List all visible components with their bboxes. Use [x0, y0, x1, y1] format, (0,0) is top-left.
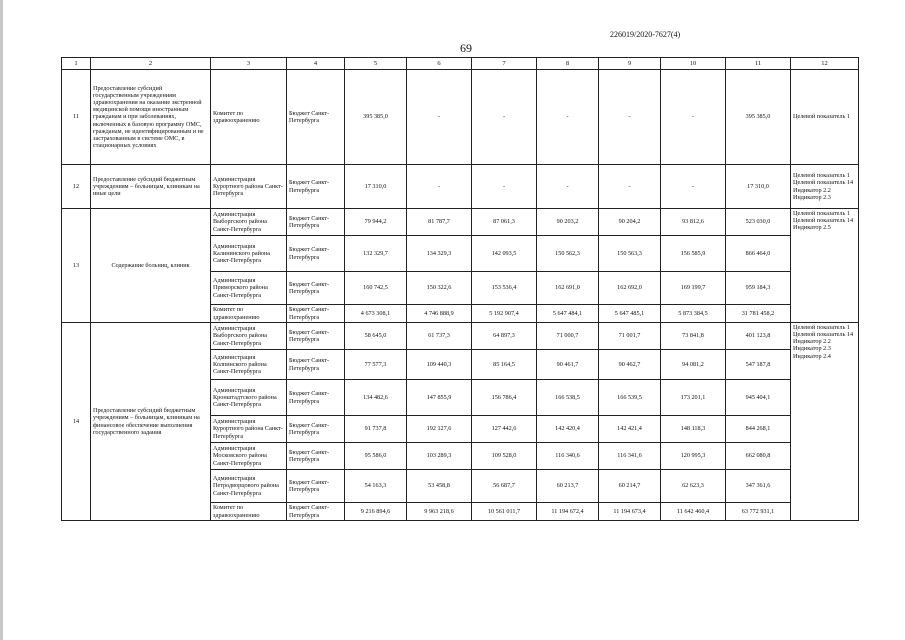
col-header: 12: [791, 58, 859, 70]
value-cell: 62 623,3: [661, 470, 726, 503]
value-cell: 153 536,4: [472, 272, 537, 305]
value-cell: 90 204,2: [599, 209, 661, 236]
executor: Администрация Выборгского района Санкт-Петербурга: [211, 323, 287, 350]
value-cell: 109 440,3: [407, 350, 472, 380]
value-cell: 150 562,3: [537, 236, 599, 272]
table-row: [62, 165, 859, 209]
funding-source: Бюджет Санкт-Петербурга: [287, 380, 345, 416]
value-cell: 10 561 011,7: [472, 503, 537, 521]
executor: Администрация Кронштадтского района Санкт-Петербурга: [211, 380, 287, 416]
value-cell: 90 462,7: [599, 350, 661, 380]
value-cell: 395 385,0: [345, 70, 407, 165]
value-cell: 844 268,1: [726, 416, 791, 443]
col-header: 11: [726, 58, 791, 70]
value-cell: 11 194 673,4: [599, 503, 661, 521]
value-cell: -: [407, 70, 472, 165]
value-cell: -: [472, 70, 537, 165]
value-cell: 116 340,6: [537, 443, 599, 470]
value-cell: 90 461,7: [537, 350, 599, 380]
value-cell: 150 563,3: [599, 236, 661, 272]
col-header: 3: [211, 58, 287, 70]
value-cell: -: [407, 165, 472, 209]
value-cell: 120 995,3: [661, 443, 726, 470]
value-cell: 166 538,5: [537, 380, 599, 416]
value-cell: 56 687,7: [472, 470, 537, 503]
value-cell: 17 310,0: [726, 165, 791, 209]
value-cell: 61 737,3: [407, 323, 472, 350]
funding-source: Бюджет Санкт-Петербурга: [287, 305, 345, 323]
value-cell: 81 787,7: [407, 209, 472, 236]
value-cell: 87 061,3: [472, 209, 537, 236]
funding-source: Бюджет Санкт-Петербурга: [287, 323, 345, 350]
executor: Администрация Приморского района Санкт-Петербурга: [211, 272, 287, 305]
value-cell: 160 742,5: [345, 272, 407, 305]
col-header: 2: [91, 58, 211, 70]
value-cell: 662 080,8: [726, 443, 791, 470]
indicator: Целевой показатель 1 Целевой показатель 14 Индикатор 2.2 Индикатор 2.3 Индикатор 2.4: [791, 323, 859, 521]
value-cell: 148 118,3: [661, 416, 726, 443]
value-cell: 60 214,7: [599, 470, 661, 503]
value-cell: 71 001,7: [599, 323, 661, 350]
activity-name: Предоставление субсидий бюджетным учреждениям – больницам, клиникам на финансовое обеспечение выполнения государственного задания: [91, 323, 211, 521]
col-header: 1: [62, 58, 91, 70]
value-cell: 173 201,1: [661, 380, 726, 416]
value-cell: 132 329,7: [345, 236, 407, 272]
value-cell: 147 855,9: [407, 380, 472, 416]
value-cell: 166 539,5: [599, 380, 661, 416]
value-cell: 134 482,6: [345, 380, 407, 416]
value-cell: 11 194 672,4: [537, 503, 599, 521]
value-cell: 79 944,2: [345, 209, 407, 236]
value-cell: 116 341,6: [599, 443, 661, 470]
col-header: 7: [472, 58, 537, 70]
value-cell: -: [537, 70, 599, 165]
col-header: 4: [287, 58, 345, 70]
activity-name: Предоставление субсидий государственным учреждениям здравоохранения на оказание экстренной медицинской помощи иностранным гражданам и при заболеваниях, включенных в базовую программу ОМС, гражданам, не идентифицированным и не застрахованным в системе ОМС, в стационарных условиях: [91, 70, 211, 165]
executor: Администрация Курортного района Санкт-Петербурга: [211, 416, 287, 443]
value-cell: 134 329,3: [407, 236, 472, 272]
funding-source: Бюджет Санкт-Петербурга: [287, 416, 345, 443]
value-cell: 156 786,4: [472, 380, 537, 416]
row-number: 14: [62, 323, 91, 521]
col-header: 9: [599, 58, 661, 70]
executor: Администрация Выборгского района Санкт-Петербурга: [211, 209, 287, 236]
value-cell: 95 586,0: [345, 443, 407, 470]
value-cell: 142 421,4: [599, 416, 661, 443]
value-cell: 401 123,8: [726, 323, 791, 350]
value-cell: 31 781 458,2: [726, 305, 791, 323]
executor: Администрация Курортного района Санкт-Петербурга: [211, 165, 287, 209]
value-cell: 58 645,0: [345, 323, 407, 350]
value-cell: 77 577,3: [345, 350, 407, 380]
value-cell: 162 691,0: [537, 272, 599, 305]
value-cell: 156 585,9: [661, 236, 726, 272]
value-cell: 945 404,1: [726, 380, 791, 416]
page-number: 69: [460, 41, 472, 55]
value-cell: 547 187,8: [726, 350, 791, 380]
value-cell: 866 464,0: [726, 236, 791, 272]
value-cell: 109 528,0: [472, 443, 537, 470]
value-cell: 103 289,3: [407, 443, 472, 470]
activity-name: Содержание больниц, клиник: [91, 209, 211, 323]
value-cell: 91 737,8: [345, 416, 407, 443]
value-cell: 192 127,6: [407, 416, 472, 443]
value-cell: 53 458,8: [407, 470, 472, 503]
funding-source: Бюджет Санкт-Петербурга: [287, 70, 345, 165]
funding-source: Бюджет Санкт-Петербурга: [287, 165, 345, 209]
value-cell: 169 199,7: [661, 272, 726, 305]
row-number: 13: [62, 209, 91, 323]
value-cell: 9 963 218,6: [407, 503, 472, 521]
value-cell: 5 192 907,4: [472, 305, 537, 323]
funding-source: Бюджет Санкт-Петербурга: [287, 503, 345, 521]
value-cell: -: [537, 165, 599, 209]
value-cell: 63 772 931,1: [726, 503, 791, 521]
value-cell: 127 442,6: [472, 416, 537, 443]
value-cell: 4 746 888,9: [407, 305, 472, 323]
value-cell: 94 081,2: [661, 350, 726, 380]
value-cell: 4 673 308,1: [345, 305, 407, 323]
executor: Администрация Московского района Санкт-Петербурга: [211, 443, 287, 470]
value-cell: 162 692,0: [599, 272, 661, 305]
executor: Администрация Калининского района Санкт-Петербурга: [211, 236, 287, 272]
scan-edge: [0, 0, 3, 640]
value-cell: 17 310,0: [345, 165, 407, 209]
value-cell: 959 184,3: [726, 272, 791, 305]
executor: Администрация Колпинского района Санкт-Петербурга: [211, 350, 287, 380]
value-cell: 347 361,6: [726, 470, 791, 503]
value-cell: 73 841,8: [661, 323, 726, 350]
col-header: 5: [345, 58, 407, 70]
table-row: [62, 323, 859, 350]
document-number: 226019/2020-7627(4): [610, 30, 681, 39]
funding-source: Бюджет Санкт-Петербурга: [287, 272, 345, 305]
value-cell: 150 322,6: [407, 272, 472, 305]
value-cell: 142 093,5: [472, 236, 537, 272]
funding-source: Бюджет Санкт-Петербурга: [287, 470, 345, 503]
value-cell: 54 163,3: [345, 470, 407, 503]
funding-source: Бюджет Санкт-Петербурга: [287, 209, 345, 236]
row-number: 12: [62, 165, 91, 209]
value-cell: -: [599, 70, 661, 165]
indicator: Целевой показатель 1 Целевой показатель 14 Индикатор 2.5: [791, 209, 859, 323]
table-row: [62, 70, 859, 165]
value-cell: 5 873 384,5: [661, 305, 726, 323]
value-cell: -: [599, 165, 661, 209]
indicator: Целевой показатель 1: [791, 70, 859, 165]
funding-source: Бюджет Санкт-Петербурга: [287, 443, 345, 470]
value-cell: 11 642 460,4: [661, 503, 726, 521]
value-cell: -: [661, 165, 726, 209]
col-header: 8: [537, 58, 599, 70]
col-header: 10: [661, 58, 726, 70]
value-cell: -: [472, 165, 537, 209]
value-cell: 395 385,0: [726, 70, 791, 165]
executor: Администрация Петродворцового района Санкт-Петербурга: [211, 470, 287, 503]
value-cell: 523 030,0: [726, 209, 791, 236]
value-cell: 142 420,4: [537, 416, 599, 443]
value-cell: 60 213,7: [537, 470, 599, 503]
value-cell: -: [661, 70, 726, 165]
value-cell: 93 812,6: [661, 209, 726, 236]
value-cell: 85 164,5: [472, 350, 537, 380]
activity-name: Предоставление субсидий бюджетным учреждениям – больницам, клиникам на иные цели: [91, 165, 211, 209]
value-cell: 64 897,3: [472, 323, 537, 350]
funding-source: Бюджет Санкт-Петербурга: [287, 350, 345, 380]
executor: Комитет по здравоохранению: [211, 503, 287, 521]
budget-table: [61, 57, 859, 521]
value-cell: 90 203,2: [537, 209, 599, 236]
row-number: 11: [62, 70, 91, 165]
value-cell: 5 647 485,1: [599, 305, 661, 323]
value-cell: 5 647 484,1: [537, 305, 599, 323]
executor: Комитет по здравоохранению: [211, 70, 287, 165]
value-cell: 71 000,7: [537, 323, 599, 350]
header-row: [62, 58, 859, 70]
col-header: 6: [407, 58, 472, 70]
value-cell: 9 216 894,6: [345, 503, 407, 521]
table-row: [62, 209, 859, 236]
executor: Комитет по здравоохранению: [211, 305, 287, 323]
indicator: Целевой показатель 1 Целевой показатель 14 Индикатор 2.2 Индикатор 2.3: [791, 165, 859, 209]
funding-source: Бюджет Санкт-Петербурга: [287, 236, 345, 272]
